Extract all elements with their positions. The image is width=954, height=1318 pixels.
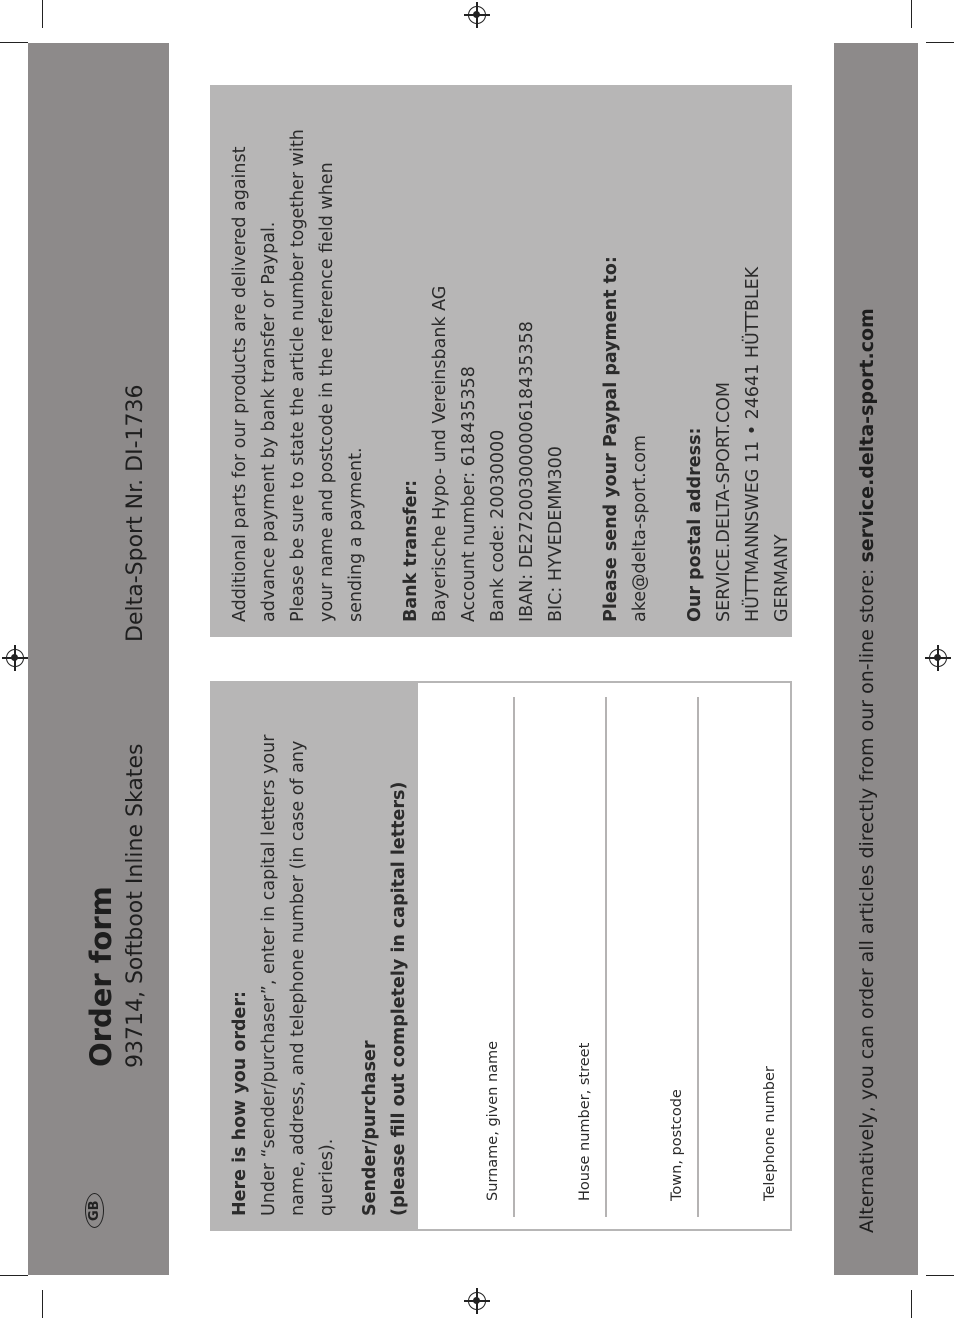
surname-field-label: Surname, given name (485, 1040, 501, 1201)
bank-line: BIC: HYVEDEMM300 (546, 446, 566, 622)
postal-line: SERVICE.DELTA-SPORT.COM (714, 381, 734, 622)
intro-line: your name and postcode in the reference field when (317, 162, 337, 622)
postal-line: GERMANY (772, 534, 792, 622)
intro-line: Please be sure to state the article number together with (288, 129, 308, 622)
registration-mark-icon (929, 649, 947, 667)
language-badge: GB (83, 1193, 104, 1228)
crop-mark (0, 1275, 28, 1276)
howto-heading: Here is how you order: (230, 990, 250, 1216)
page-title: Order form (84, 886, 118, 1067)
sender-note: (please fill out completely in capital letters) (389, 781, 409, 1216)
header-band (28, 43, 169, 1275)
town-field-label: Town, postcode (669, 1089, 685, 1201)
bank-line: IBAN: DE27200300000618435358 (517, 321, 537, 622)
footer-text: Alternatively, you can order all articles directly from our on-line store: (856, 562, 878, 1233)
crop-mark (42, 0, 43, 28)
howto-line: Under “sender/purchaser”, enter in capital letters your (259, 734, 279, 1216)
product-name: 93714, Softboot Inline Skates (123, 743, 148, 1068)
crop-mark (926, 1275, 954, 1276)
crop-mark (42, 1290, 43, 1318)
bank-line: Bayerische Hypo- und Vereinsbank AG (430, 285, 450, 622)
postal-heading: Our postal address: (685, 427, 705, 622)
howto-line: name, address, and telephone number (in case of any (288, 740, 308, 1216)
paypal-heading: Please send your Paypal payment to: (601, 256, 621, 622)
sender-heading: Sender/purchaser (360, 1040, 380, 1216)
intro-line: sending a payment. (346, 447, 366, 622)
telephone-field-label: Telephone number (762, 1066, 778, 1201)
registration-mark-icon (468, 1292, 486, 1310)
bank-line: Account number: 618435358 (459, 366, 479, 622)
intro-line: advance payment by bank transfer or Paypal. (259, 221, 279, 622)
paypal-email: ake@delta-sport.com (630, 434, 650, 622)
howto-line: queries). (317, 1138, 337, 1216)
street-field-label: House number, street (577, 1042, 593, 1201)
registration-mark-icon (6, 649, 24, 667)
field-line-street (605, 697, 607, 1217)
crop-mark (911, 1290, 912, 1318)
article-number: Delta-Sport Nr. DI-1736 (123, 384, 148, 642)
crop-mark (0, 42, 28, 43)
footer-note (856, 308, 878, 1233)
crop-mark (926, 42, 954, 43)
field-line-name (513, 697, 515, 1217)
store-link[interactable]: service.delta-sport.com (856, 308, 878, 563)
bank-heading: Bank transfer: (401, 479, 421, 622)
crop-mark (911, 0, 912, 28)
payment-info-text (226, 129, 797, 622)
postal-line: HÜTTMANNSWEG 11 • 24641 HÜTTBLEK (743, 266, 763, 622)
howto-text (226, 735, 414, 1216)
registration-mark-icon (468, 6, 486, 24)
field-line-town (697, 697, 699, 1217)
bank-line: Bank code: 20030000 (488, 429, 508, 622)
intro-line: Additional parts for our products are delivered against (230, 146, 250, 622)
